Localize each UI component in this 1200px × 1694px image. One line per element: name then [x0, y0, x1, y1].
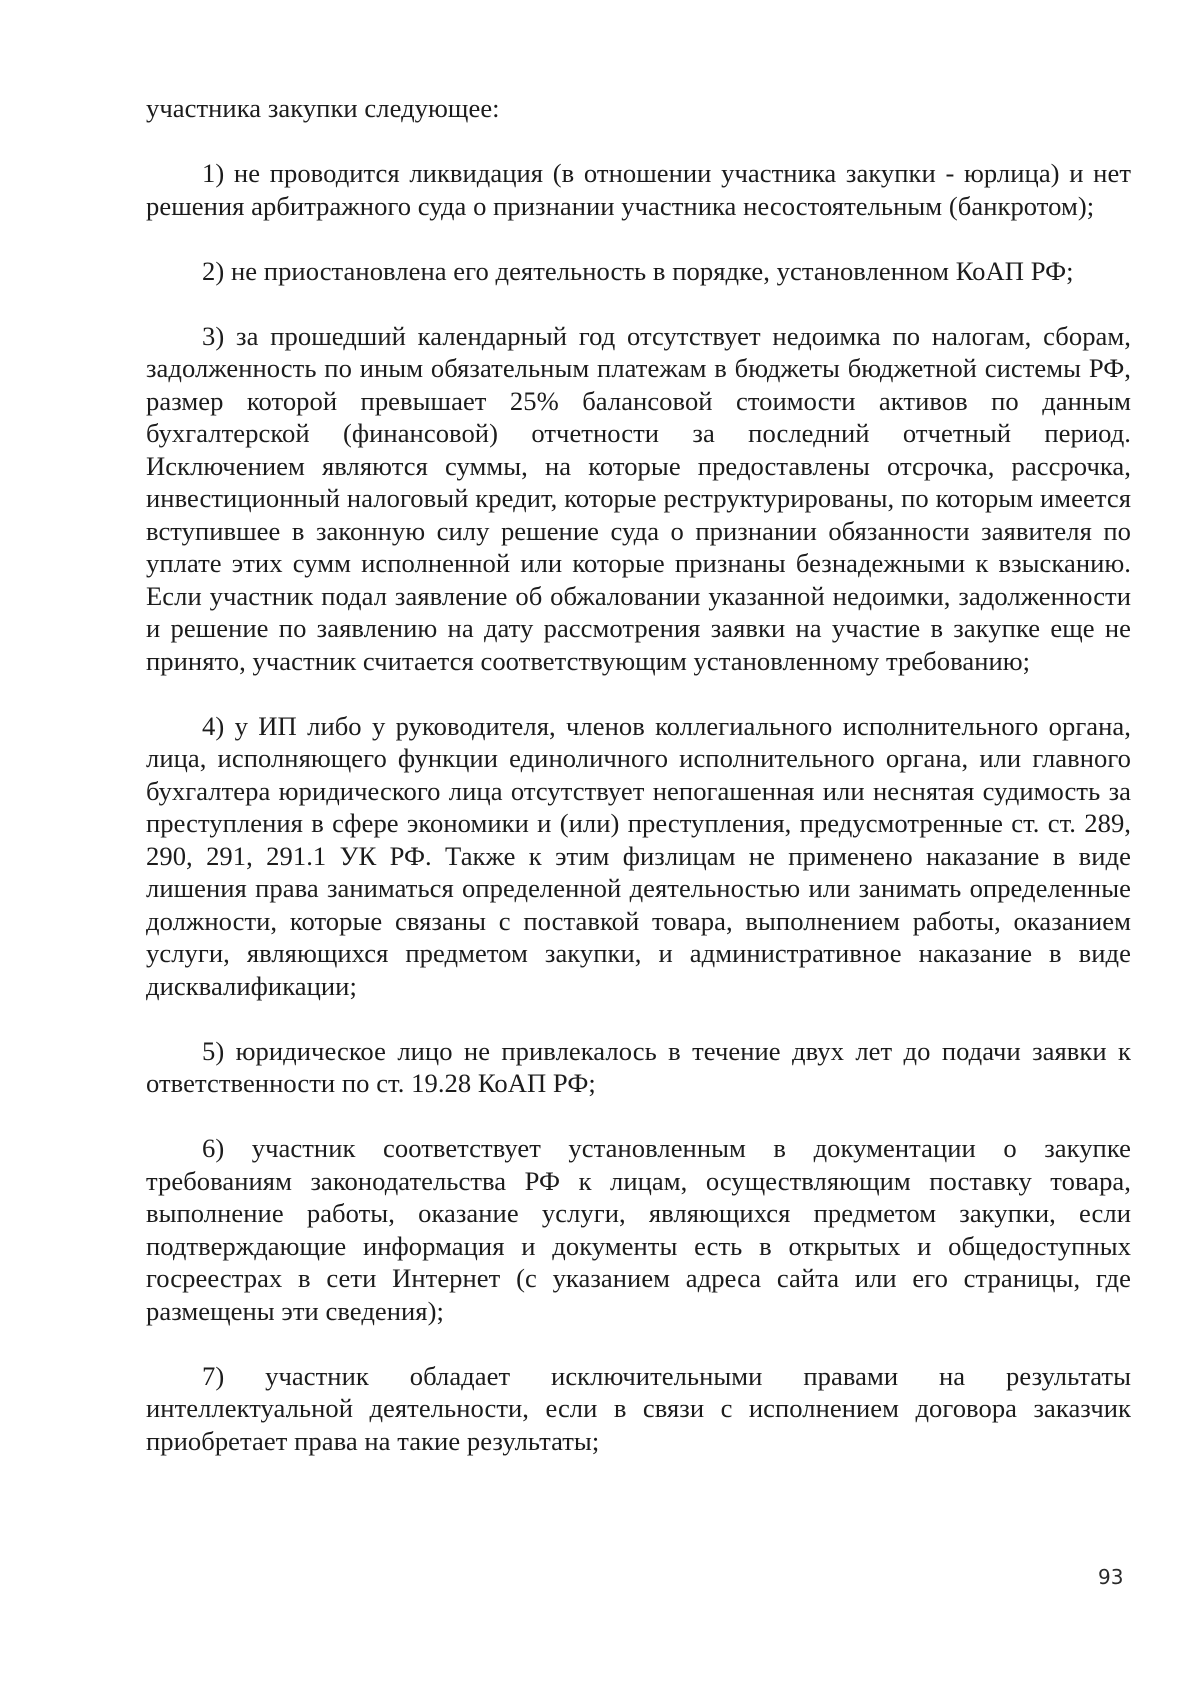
list-item-1: 1) не проводится ликвидация (в отношении участника закупки - юрлица) и нет решения арбитражного суда о признании участника несостоятельным (банкротом);	[146, 158, 1131, 221]
page-number: 93	[1098, 1565, 1124, 1589]
document-body	[146, 92, 1131, 1490]
list-item-5: 5) юридическое лицо не привлекалось в течение двух лет до подачи заявки к ответственности по ст. 19.28 КоАП РФ;	[146, 1035, 1131, 1098]
intro-line: участника закупки следующее:	[146, 93, 500, 123]
list-item-3: 3) за прошедший календарный год отсутствует недоимка по налогам, сборам, задолженность по иным обязательным платежам в бюджеты бюджетной системы РФ, размер которой превышает 25% балансовой стоимости активов по данным бухгалтерской (финансовой) отчетности за последний отчетный период. Исключением являются суммы, на которые предоставлены отсрочка, рассрочка, инвестиционный налоговый кредит, которые реструктурированы, по которым имеется вступившее в законную силу решение суда о признании обязанности заявителя по уплате этих сумм исполненной или которые признаны безнадежными к взысканию. Если участник подал заявление об обжаловании указанной недоимки, задолженности и решение по заявлению на дату рассмотрения заявки на участие в закупке еще не принято, участник считается соответствующим установленному требованию;	[146, 320, 1131, 676]
list-item-7: 7) участник обладает исключительными правами на результаты интеллектуальной деятельности, если в связи с исполнением договора заказчик приобретает права на такие результаты;	[146, 1360, 1131, 1456]
list-item-4: 4) у ИП либо у руководителя, членов коллегиального исполнительного органа, лица, исполняющего функции единоличного исполнительного органа, или главного бухгалтера юридического лица отсутствует непогашенная или неснятая судимость за преступления в сфере экономики и (или) преступления, предусмотренные ст. ст. 289, 290, 291, 291.1 УК РФ. Также к этим физлицам не применено наказание в виде лишения права заниматься определенной деятельностью или занимать определенные должности, которые связаны с поставкой товара, выполнением работы, оказанием услуги, являющихся предметом закупки, и административное наказание в виде дисквалификации;	[146, 710, 1131, 1001]
list-item-2: 2) не приостановлена его деятельность в порядке, установленном КоАП РФ;	[202, 255, 1074, 286]
list-item-6: 6) участник соответствует установленным в документации о закупке требованиям законодательства РФ к лицам, осуществляющим поставку товара, выполнение работы, оказание услуги, являющихся предметом закупки, если подтверждающие информация и документы есть в открытых и общедоступных госреестрах в сети Интернет (с указанием адреса сайта или его страницы, где размещены эти сведения);	[146, 1133, 1131, 1326]
